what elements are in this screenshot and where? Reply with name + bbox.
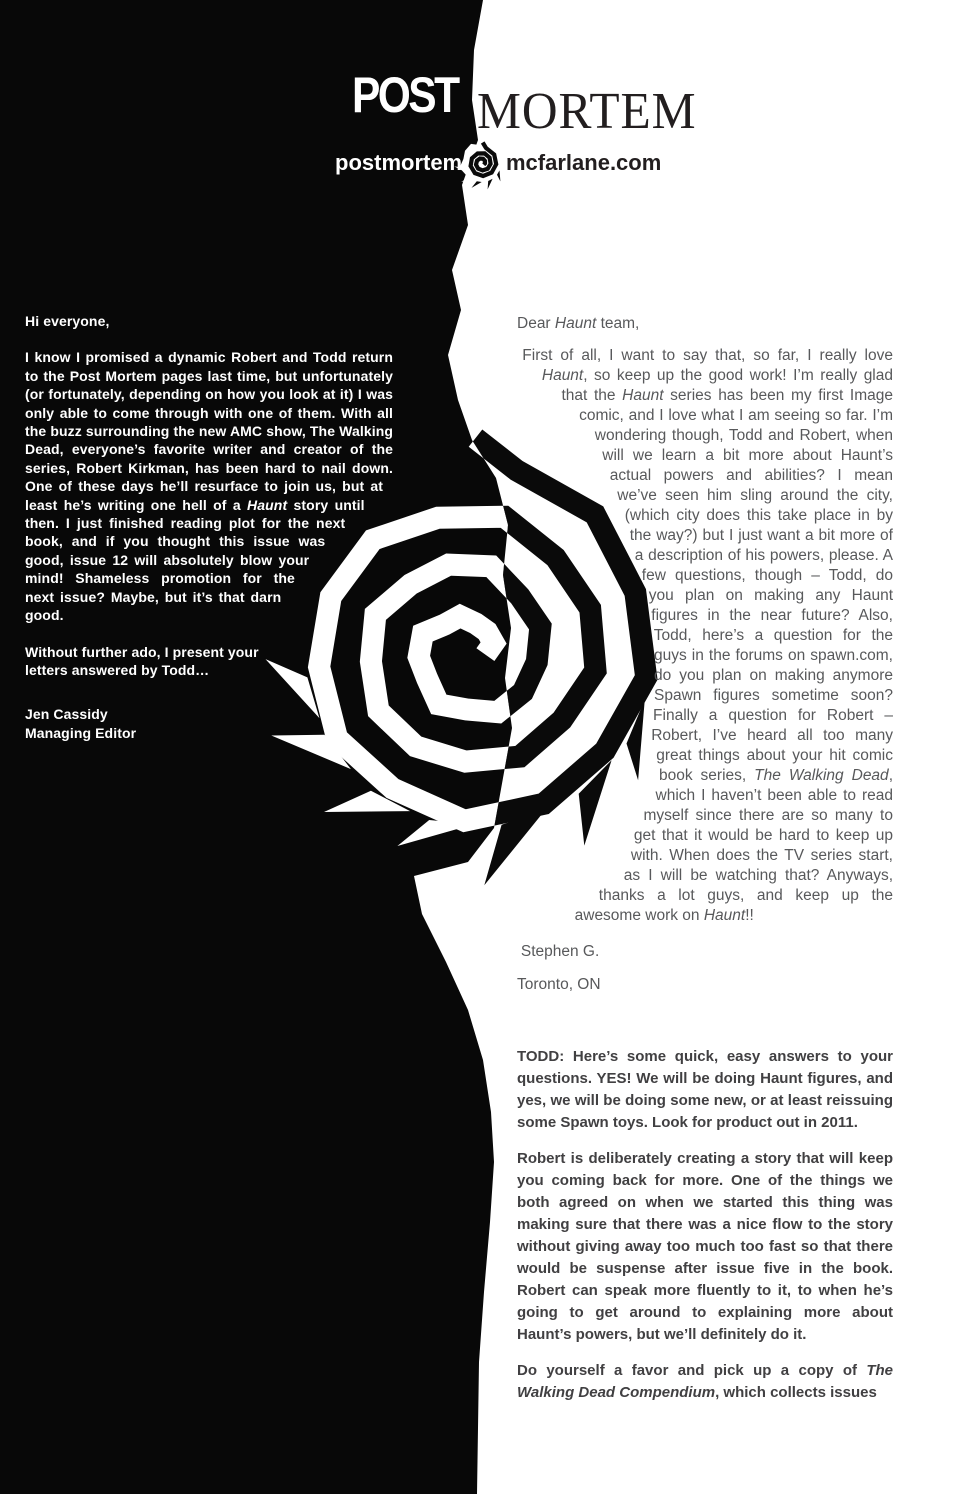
page-title-mortem: MORTEM [477, 83, 697, 140]
fan-signature-location: Toronto, ON [517, 976, 601, 993]
todd-response [517, 1046, 893, 1418]
email-address-user: postmortem [335, 150, 463, 175]
fan-greeting: Dear Haunt team, [517, 315, 640, 332]
editor-signature-name: Jen Cassidy [25, 706, 108, 723]
email-address-domain: mcfarlane.com [506, 150, 662, 175]
editor-signature-title: Managing Editor [25, 724, 137, 741]
fan-letter [517, 314, 893, 1008]
response-paragraph: TODD: Here’s some quick, easy answers to your questions. YES! We will be doing Haunt figures, and yes, we will be doing some new, or at least reissuing some Spawn toys. Look for product out in 2011. [517, 1048, 893, 1131]
editor-paragraph: I know I promised a dynamic Robert and Todd return to the Post Mortem pages last time, but unfortunately (or fortunately, depending on how you look at it) I was only able to come through with one of them. With all the buzz surrounding the new AMC show, The Walking Dead, everyone’s favorite writer and creator of the series, Robert Kirkman, has been hard to nail down. One of these days he’ll resurface to join us, but at least he’s writing one hell of a Haunt story until then. I just finished reading plot for the next book, and if you thought this issue was good, issue 12 will absolutely blow your mind! Shameless promotion for the next issue? Maybe, but it’s that darn good. [25, 349, 393, 624]
response-paragraph: Robert is deliberately creating a story that will keep you coming back for more. One of the things we both agreed on when we started this thing was making sure that there was a nice flow to the story without giving away too much too fast so that there would be suspense after issue five in the book. Robert can speak more fluently to it, to when he’s going to get around to explaining more about Haunt’s powers, but we’ll definitely do it. [517, 1150, 893, 1343]
response-paragraph: Do yourself a favor and pick up a copy of The Walking Dead Compendium, which collects issues [517, 1362, 893, 1401]
editor-paragraph: Without further ado, I present your letters answered by Todd… [25, 643, 259, 678]
fan-signature-name: Stephen G. [520, 943, 600, 960]
editor-letter [25, 312, 393, 877]
page-title-post: POST [352, 67, 458, 123]
fan-letter-body: First of all, I want to say that, so far, I really love Haunt, so keep up the good work! I’m really glad that the Haunt series has been my first Image comic, and I love what I am seeing so far. I’m wondering though, Todd and Robert, when will we learn a bit more about Haunt’s actual powers and abilities? I mean we’ve seen him sling around the city, (which city does this take place in by the way?) but I just want a bit more of a description of his powers, please. A few questions, though – Todd, do you plan on making any Haunt figures in the near future? Also, Todd, here’s a question for the guys in the forums on spawn.com, do you plan on making anymore Spawn figures sometime soon? Finally a question for Robert – Robert, I’ve heard all too many great things about your hit comic book series, The Walking Dead, which I haven’t been able to read myself since there are so many to get that it would be hard to keep up with. When does the TV series start, as I will be watching that? Anyways, thanks a lot guys, and keep up the awesome work on Haunt!! [522, 347, 893, 924]
editor-greeting: Hi everyone, [25, 313, 110, 329]
